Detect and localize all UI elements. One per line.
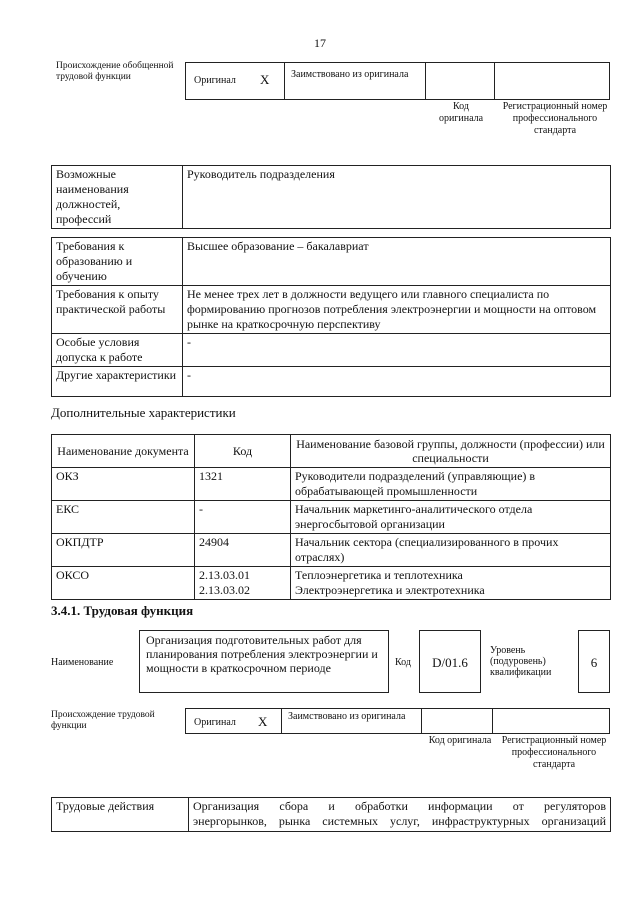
header-code: Код — [195, 435, 291, 468]
origin-box — [185, 62, 610, 100]
reg-caption: Регистрационный номер профессионального стандарта — [501, 735, 607, 770]
row-code: 2.13.03.01 2.13.03.02 — [195, 567, 291, 600]
req-value: - — [183, 334, 611, 367]
req-label: Требования к образованию и обучению — [52, 238, 183, 286]
code-caption: Код оригинала — [438, 101, 484, 124]
header-name: Наименование базовой группы, должности (профессии) или специальности — [291, 435, 611, 468]
actions-table — [51, 797, 611, 832]
positions-value: Руководитель подразделения — [183, 166, 611, 229]
section-title: 3.4.1. Трудовая функция — [51, 603, 194, 618]
actions-line: Организация сбора и обработки информации от регуляторов — [193, 799, 606, 813]
req-value: Высшее образование – бакалавриат — [183, 238, 611, 286]
original-label: Оригинал — [194, 75, 236, 86]
actions-value — [189, 798, 611, 832]
origin-box — [185, 708, 610, 734]
row-doc: ОКПДТР — [52, 534, 195, 567]
actions-label: Трудовые действия — [52, 798, 189, 832]
actions-line: энергорынков, рынка системных услуг, инфраструктурных организаций — [193, 814, 606, 828]
additional-table — [51, 434, 611, 600]
row-doc: ОКЗ — [52, 468, 195, 501]
code-caption: Код оригинала — [428, 735, 492, 746]
row-name: Начальник маркетинго-аналитического отдела энергосбытовой организации — [291, 501, 611, 534]
req-value: Не менее трех лет в должности ведущего или главного специалиста по формированию прогнозов потребления электроэнергии и мощности на оптовом рынке на краткосрочную перспективу — [183, 286, 611, 334]
req-label: Требования к опыту практической работы — [52, 286, 183, 334]
req-label: Особые условия допуска к работе — [52, 334, 183, 367]
origin-label: Происхождение обобщенной трудовой функции — [56, 61, 174, 82]
positions-table — [51, 165, 611, 229]
name-label: Наименование — [51, 657, 114, 668]
function-name: Организация подготовительных работ для планирования потребления электроэнергии и мощности в краткосрочном периоде — [139, 630, 389, 693]
additional-title: Дополнительные характеристики — [51, 405, 236, 420]
qualification-level: 6 — [578, 630, 610, 693]
req-label: Другие характеристики — [52, 367, 183, 397]
row-name: Теплоэнергетика и теплотехника Электроэнергетика и электротехника — [291, 567, 611, 600]
req-value: - — [183, 367, 611, 397]
positions-label: Возможные наименования должностей, профессий — [52, 166, 183, 229]
borrowed-label: Заимствовано из оригинала — [288, 711, 406, 722]
level-label: Уровень (подуровень) квалификации — [490, 645, 552, 678]
original-code-cell — [422, 709, 493, 733]
requirements-table — [51, 237, 611, 397]
row-code: 1321 — [195, 468, 291, 501]
row-code: 24904 — [195, 534, 291, 567]
reg-caption: Регистрационный номер профессионального стандарта — [502, 101, 608, 136]
row-name: Начальник сектора (специализированного в прочих отраслях) — [291, 534, 611, 567]
page-number: 17 — [314, 36, 326, 50]
original-label: Оригинал — [194, 717, 236, 728]
borrowed-label: Заимствовано из оригинала — [291, 69, 409, 80]
code-label: Код — [395, 657, 411, 668]
row-code: - — [195, 501, 291, 534]
original-mark: X — [258, 714, 268, 729]
original-code-cell — [426, 63, 495, 99]
reg-number-cell — [495, 63, 609, 99]
reg-number-cell — [493, 709, 609, 733]
row-doc: ЕКС — [52, 501, 195, 534]
row-name: Руководители подразделений (управляющие) в обрабатывающей промышленности — [291, 468, 611, 501]
function-code: D/01.6 — [419, 630, 481, 693]
row-doc: ОКСО — [52, 567, 195, 600]
origin-label: Происхождение трудовой функции — [51, 710, 155, 731]
header-doc: Наименование документа — [52, 435, 195, 468]
original-mark: X — [260, 72, 270, 87]
